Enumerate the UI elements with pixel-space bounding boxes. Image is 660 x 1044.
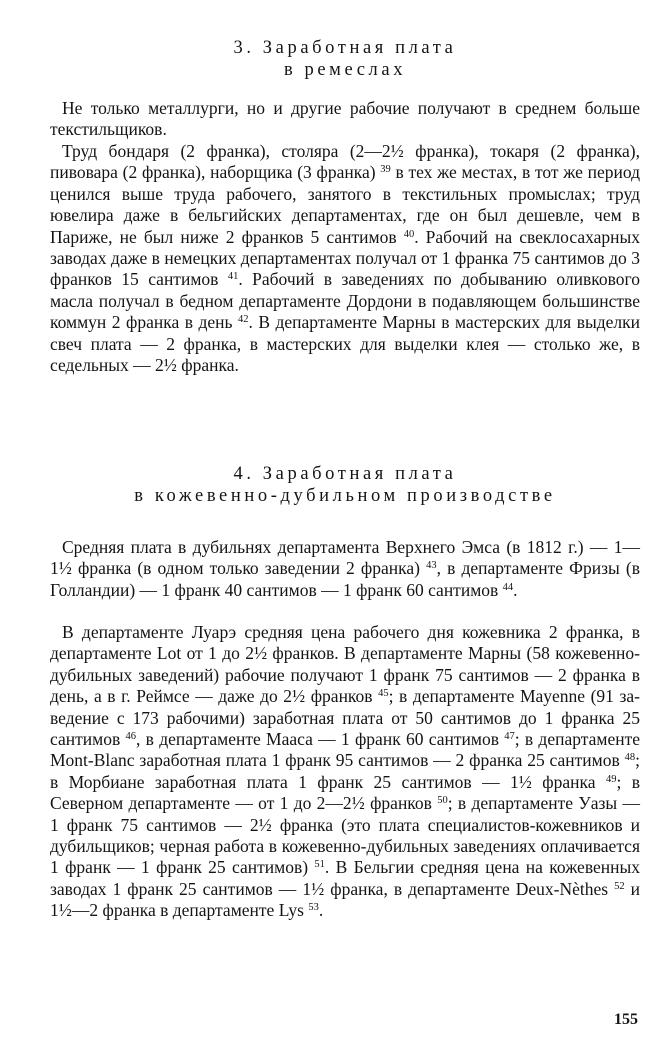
footnote-ref: 48	[624, 752, 636, 764]
page-number: 155	[614, 1011, 638, 1028]
footnote-ref: 53	[308, 902, 319, 914]
footnote-ref: 47	[504, 731, 515, 743]
footnote-ref: 50	[437, 795, 448, 807]
footnote-ref: 51	[314, 859, 325, 871]
section-3-paragraph-2	[50, 141, 640, 376]
footnote-ref: 39	[380, 164, 391, 176]
text-run: . Рабочий на свеклосахарных заводах даже в немецких департаментах получал от 1 франка 75 сантимов до 3 франков 15 сантимов	[50, 226, 640, 290]
section-3-paragraph-1	[50, 98, 640, 141]
text-run: ; в Северном департаменте — от 1 до 2—2½ франков	[50, 771, 640, 814]
section-4-heading-line-2: в кожевенно-дубильном производстве	[134, 486, 556, 506]
section-3-heading	[50, 37, 640, 81]
text-run: , в департаменте Мааса — 1 франк 60 сантимов	[136, 729, 505, 750]
footnote-ref: 41	[227, 271, 239, 283]
text-run: Труд бондаря (2 франка), столяра (2—2½ франка), токаря (2 франка), пивовара (2 франка), наборщика (3 франка)	[50, 141, 640, 183]
text-run: ; в департаменте Mont-Blanc заработная плата 1 франк 95 сантимов — 2 франка 25 сантимов	[50, 729, 641, 771]
text-run: , в департаменте Фризы (в Голландии) — 1 франк 40 сантимов — 1 франк 60 сантимов	[50, 558, 640, 600]
text-run: Не только металлурги, но и другие рабочие получают в среднем больше текстильщиков.	[50, 98, 640, 140]
footnote-ref: 49	[605, 773, 617, 785]
section-3-heading-line-2: в ремеслах	[283, 60, 407, 80]
text-run: ; в Морбиане заработная плата 1 франк 25 сантимов — 1½ франка	[50, 750, 640, 792]
section-4-paragraph-1	[50, 537, 640, 601]
text-run: . В департаменте Марны в мастерских для выделки свеч плата — 2 франка, в мастерских для выделки клея — столько же, в седельных — 2½ франка.	[50, 312, 640, 376]
text-run: .	[513, 579, 518, 600]
footnote-ref: 45	[378, 688, 389, 700]
footnote-ref: 46	[125, 731, 136, 743]
text-run: ; в департаменте Уазы — 1 франк 75 сантимов — 2½ франка (это плата специалистов-кожевников и дубильщиков; черная работа в кожевенно-дубильных заведениях оплачивается 1 франк — 1 франк 25 сантимов)	[50, 793, 640, 878]
footnote-ref: 44	[502, 581, 514, 593]
text-run: .	[318, 900, 324, 921]
text-run: . Рабочий в заведениях по добыванию оливкового масла получал в бедном департаменте Дордони в подавляющем большинстве коммун 2 франка в день	[50, 269, 640, 333]
footnote-ref: 52	[614, 880, 625, 892]
footnote-ref: 42	[237, 314, 249, 326]
section-4-paragraph-2	[50, 622, 640, 922]
footnote-ref: 43	[426, 560, 437, 572]
text-run: Средняя плата в дубильнях департамента Верхнего Эмса (в 1812 г.) — 1—1½ франка (в одном только заведении 2 франка)	[50, 537, 640, 579]
section-4-heading	[50, 463, 640, 507]
text-run: и 1½—2 франка в департаменте Lys	[50, 878, 640, 921]
section-4-heading-line-1: 4. Заработная плата	[233, 464, 457, 484]
text-run: ; в департаменте Mayenne (91 заведение с 173 рабочими) заработная плата от 50 сантимов до 1 франка 25 сантимов	[50, 686, 640, 750]
footnote-ref: 40	[403, 228, 415, 240]
text-run: В департаменте Луарэ средняя цена рабочего дня кожевника 2 франка, в департаменте Lot от 1 до 2½ франков. В департаменте Марны (58 кожевенно-дубильных заведений) рабочие получают 1 франк 75 сантимов — 2 франка в день, а в г. Реймсе — даже до 2½ франков	[50, 622, 640, 707]
text-run: в тех же местах, в тот же период ценился выше труда рабочего, занятого в текстильных промыслах; труд ювелира даже в бельгийских департаментах, где он был дешевле, чем в Париже, не был ниже 2 франков 5 сантимов	[50, 162, 640, 247]
section-3-heading-line-1: 3. Заработная плата	[233, 38, 457, 58]
text-run: . В Бельгии средняя цена на кожевенных заводах 1 франк 25 сантимов — 1½ франка, в департаменте Deux-Nèthes	[50, 857, 640, 899]
